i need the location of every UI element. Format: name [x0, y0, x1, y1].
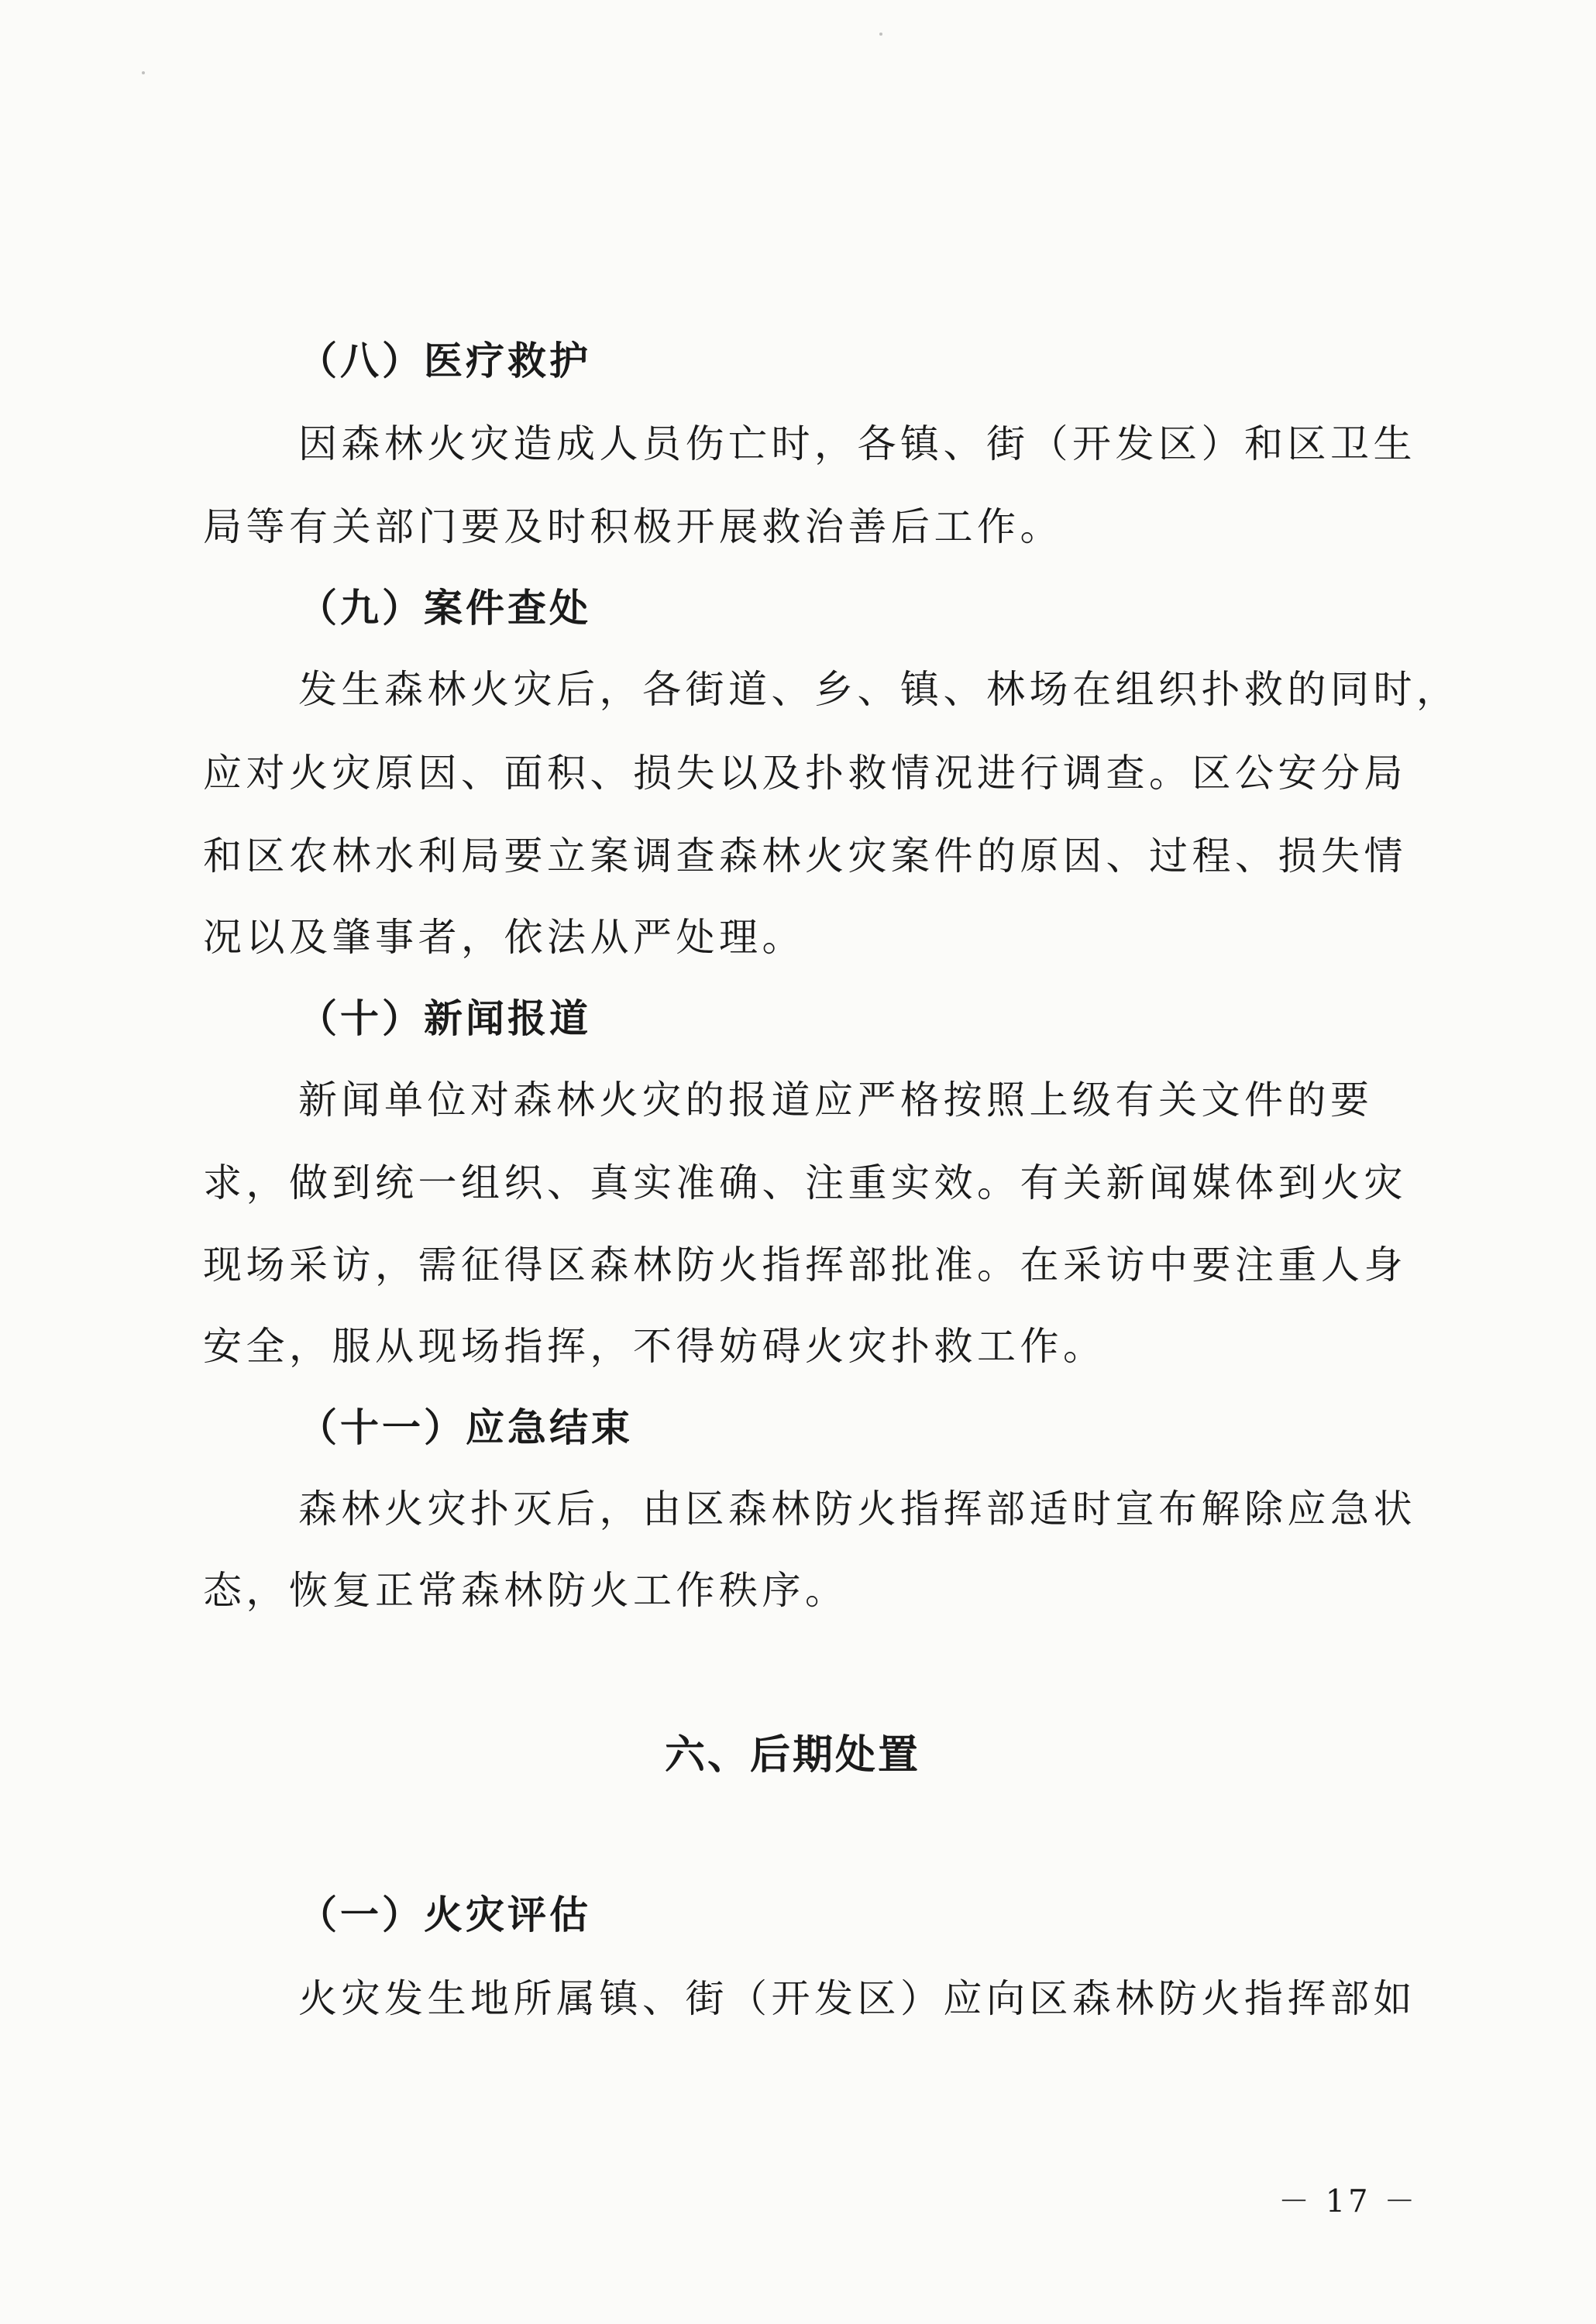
paragraph-line: 安全，服从现场指挥，不得妨碍火灾扑救工作。: [203, 1324, 1106, 1369]
section-heading-medical-rescue: （八）医疗救护: [298, 339, 591, 383]
paragraph-line: 发生森林火灾后，各街道、乡、镇、林场在组织扑救的同时，: [298, 667, 1460, 712]
paragraph-line: 况以及肇事者，依法从严处理。: [203, 915, 805, 960]
paragraph-line: 局等有关部门要及时积极开展救治善后工作。: [203, 504, 1063, 549]
paragraph-line: 火灾发生地所属镇、街（开发区）应向区森林防火指挥部如: [298, 1976, 1416, 2021]
chapter-heading-aftermath: 六、后期处置: [665, 1732, 921, 1779]
paragraph-line: 新闻单位对森林火灾的报道应严格按照上级有关文件的要: [298, 1078, 1374, 1122]
paragraph-line: 应对火灾原因、面积、损失以及扑救情况进行调查。区公安分局: [203, 751, 1407, 796]
paragraph-line: 现场采访，需征得区森林防火指挥部批准。在采访中要注重人身: [203, 1243, 1407, 1287]
section-heading-case-investigation: （九）案件查处: [298, 586, 591, 631]
page-number: － 17 －: [1278, 2184, 1419, 2219]
scan-speck: [142, 71, 145, 74]
paragraph-line: 态，恢复正常森林防火工作秩序。: [203, 1568, 848, 1613]
section-heading-emergency-end: （十一）应急结束: [298, 1405, 633, 1450]
section-heading-news-report: （十）新闻报道: [298, 996, 591, 1041]
paragraph-line: 森林火灾扑灭后，由区森林防火指挥部适时宣布解除应急状: [298, 1487, 1416, 1532]
scan-speck: [879, 33, 882, 36]
paragraph-line: 因森林火灾造成人员伤亡时，各镇、街（开发区）和区卫生: [298, 421, 1416, 466]
section-heading-fire-assessment: （一）火灾评估: [298, 1893, 591, 1937]
paragraph-line: 和区农林水利局要立案调查森林火灾案件的原因、过程、损失情: [203, 834, 1407, 878]
paragraph-line: 求，做到统一组织、真实准确、注重实效。有关新闻媒体到火灾: [203, 1160, 1407, 1205]
